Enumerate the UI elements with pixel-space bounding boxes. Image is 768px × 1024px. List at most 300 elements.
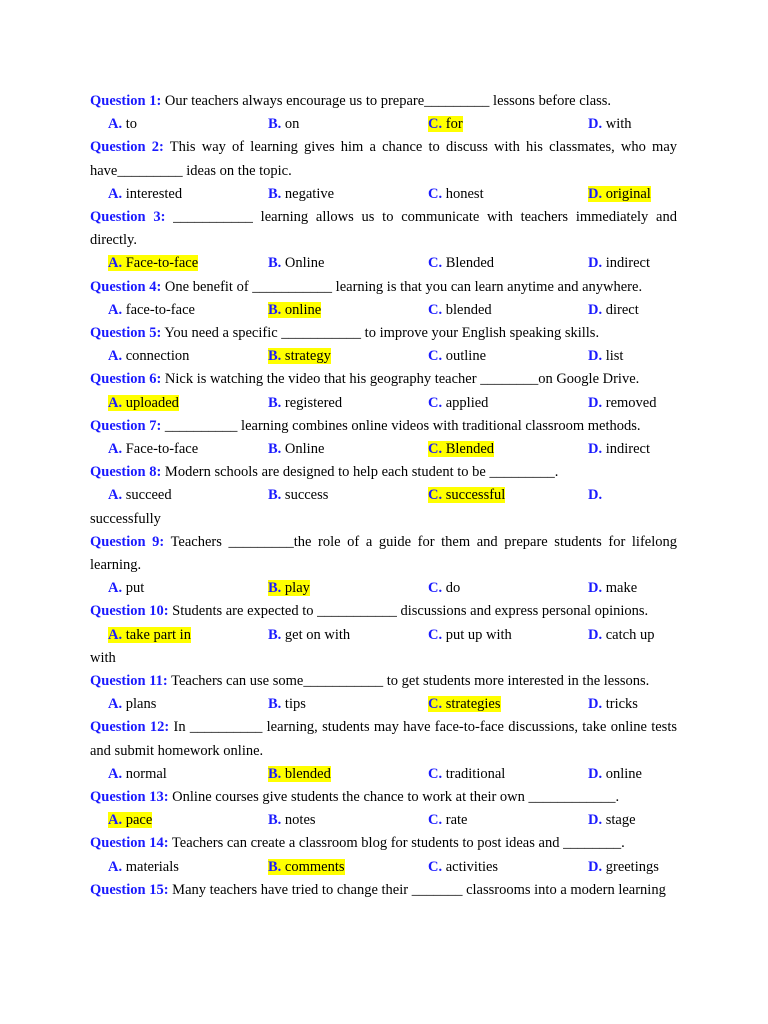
option[interactable] [108,183,268,206]
correct-answer-highlight [108,395,179,411]
correct-answer-highlight [588,186,651,202]
option-letter: D. [588,301,603,318]
question-label: Question 10: [90,603,169,620]
option-text: traditional [442,765,506,782]
option-letter: C. [428,812,443,829]
option-text: notes [281,812,316,829]
option-text: online [281,301,322,318]
option-letter: D. [588,580,603,597]
option-letter: B. [268,626,282,643]
option[interactable] [268,624,428,647]
options-row [90,183,677,206]
question-text [90,368,677,391]
option[interactable] [108,856,268,879]
option-content [108,766,167,782]
option-letter: A. [108,301,123,318]
question-block [90,786,677,832]
options-row [90,299,677,322]
option-content [428,766,505,782]
option-letter: A. [108,185,123,202]
option[interactable] [588,809,636,832]
option-letter: A. [108,255,123,272]
option-text: take part in [122,626,191,643]
option-text: to [122,116,138,133]
options-row [90,345,677,368]
option[interactable] [588,856,659,879]
options-row [90,624,677,647]
option-content [428,859,498,875]
option-content [428,812,467,828]
option-letter: B. [268,348,282,365]
option-text: indirect [602,440,651,457]
option-content [268,696,306,712]
option-letter: B. [268,185,282,202]
option-letter: A. [108,440,123,457]
option[interactable] [108,252,268,275]
option-content [428,580,460,596]
option-letter: C. [428,858,443,875]
option-text: indirect [602,255,651,272]
option-content [268,186,334,202]
option-content [588,766,642,782]
option-text: greetings [602,858,659,875]
option[interactable] [268,252,428,275]
option-text: tricks [602,696,638,713]
option-content [588,116,632,132]
options-row [90,484,677,507]
option[interactable] [108,438,268,461]
options-row [90,809,677,832]
option-letter: D. [588,765,603,782]
option-content [108,348,189,364]
option-text: play [281,580,310,597]
option-letter: C. [428,580,443,597]
option-text: direct [602,301,639,318]
option-letter: B. [268,301,282,318]
question-block [90,136,677,206]
option-letter: A. [108,812,123,829]
option-letter: B. [268,858,282,875]
question-stem: Teachers can create a classroom blog for students to post ideas and ________. [168,835,625,852]
option-text: original [602,185,651,202]
option-text: do [442,580,461,597]
option-letter: D. [588,255,603,272]
question-text [90,322,677,345]
question-label: Question 13: [90,788,169,805]
option-letter: C. [428,696,443,713]
option-content [588,812,636,828]
question-block [90,206,677,276]
option-letter: D. [588,812,603,829]
options-row [90,392,677,415]
option[interactable] [268,577,428,600]
correct-answer-highlight [428,441,494,457]
option-content [428,348,486,364]
correct-answer-highlight [108,812,152,828]
question-stem: ___________ learning allows us to communicate with teachers immediately and directly. [90,208,677,249]
option[interactable] [108,763,268,786]
question-stem: Teachers can use some___________ to get students more interested in the lessons. [167,672,650,689]
question-stem: __________ learning combines online videos with traditional classroom methods. [161,417,641,434]
option[interactable] [588,299,639,322]
option-content [588,395,656,411]
option-text: Online [281,440,325,457]
option-text: Blended [442,255,495,272]
option[interactable] [428,763,588,786]
option[interactable] [268,856,428,879]
option[interactable] [428,345,588,368]
option-content [268,395,342,411]
question-block [90,600,677,670]
option-wrap-text: successfully [90,510,161,527]
option[interactable] [428,113,588,136]
option[interactable] [428,438,588,461]
option[interactable] [268,693,428,716]
option-letter: C. [428,765,443,782]
question-text [90,879,677,902]
option-content [108,302,195,318]
question-text [90,531,677,577]
option-content [268,812,316,828]
option-text: applied [442,394,489,411]
option-text: uploaded [122,394,179,411]
question-label: Question 1: [90,93,162,109]
option-letter: C. [428,626,443,643]
question-block [90,832,677,878]
question-text [90,670,677,693]
option[interactable] [588,392,656,415]
option[interactable] [428,252,588,275]
option-text: list [602,348,624,365]
option-letter: D. [588,116,603,133]
option-text: put [122,580,145,597]
option-content [108,441,198,457]
question-label: Question 5: [90,324,162,341]
question-label: Question 3: [90,208,166,225]
question-text [90,276,677,299]
question-block [90,531,677,601]
option-content [588,580,637,596]
option-content [588,348,623,364]
question-block [90,716,677,786]
option-text: comments [281,858,345,875]
option-letter: C. [428,255,443,272]
option[interactable] [588,763,642,786]
option-text: pace [122,812,153,829]
option-text: tips [281,696,306,713]
question-stem: One benefit of ___________ learning is that you can learn anytime and anywhere. [161,278,643,295]
option-letter: D. [588,696,603,713]
option-text: success [281,487,329,504]
option-content [428,395,488,411]
option-text: face-to-face [122,301,195,318]
option[interactable] [108,577,268,600]
option-text: strategies [442,696,501,713]
option-text: successful [442,487,506,504]
option[interactable] [428,856,588,879]
option[interactable] [108,345,268,368]
option-letter: D. [588,858,603,875]
option-content [268,627,350,643]
options-row [90,252,677,275]
option[interactable] [268,484,428,507]
option[interactable] [108,113,268,136]
option-content [428,255,494,271]
option-letter: A. [108,348,123,365]
option-text: interested [122,185,183,202]
option[interactable] [268,438,428,461]
option-content [108,186,182,202]
option[interactable] [108,392,268,415]
option[interactable] [428,577,588,600]
option-text: online [602,765,642,782]
option-letter: C. [428,301,443,318]
option[interactable] [268,809,428,832]
option[interactable] [108,809,268,832]
option[interactable] [428,484,588,507]
option[interactable] [108,693,268,716]
option-letter: B. [268,765,282,782]
option[interactable] [268,299,428,322]
option[interactable] [428,693,588,716]
question-stem: Modern schools are designed to help each student to be _________. [161,464,559,481]
question-text [90,461,677,484]
option-content [108,696,156,712]
option-text: rate [442,812,468,829]
question-stem: This way of learning gives him a chance to discuss with his classmates, who may have_________ ideas on the topic. [90,139,678,179]
option-letter: B. [268,255,282,272]
correct-answer-highlight [268,580,310,596]
option[interactable] [268,183,428,206]
options-row [90,763,677,786]
option-text: normal [122,765,167,782]
option-content [588,859,659,875]
option[interactable] [428,392,588,415]
option-text: for [442,116,463,133]
question-block [90,322,677,368]
option-text: connection [122,348,190,365]
option-text: Face-to-face [122,440,199,457]
question-label: Question 9: [90,533,165,550]
option-content [588,441,650,457]
options-row [90,113,677,136]
question-label: Question 12: [90,719,170,736]
option-content [108,859,179,875]
option-content [268,255,324,271]
option[interactable] [588,438,650,461]
option[interactable] [428,624,588,647]
option-content [428,186,484,202]
option-content [268,116,299,132]
option-letter: D. [588,185,603,202]
option-content [428,302,492,318]
option-content [428,627,512,643]
option-text: with [602,116,632,133]
option-text: Face-to-face [122,255,199,272]
option[interactable] [108,299,268,322]
question-block [90,670,677,716]
option-letter: A. [108,580,123,597]
option-text: honest [442,185,484,202]
option-letter: A. [108,487,123,504]
question-text [90,716,677,762]
option-content [108,116,137,132]
question-text [90,600,677,623]
option[interactable] [428,183,588,206]
option-content [108,487,172,503]
question-text [90,90,677,113]
option-content [588,302,639,318]
correct-answer-highlight [428,696,501,712]
question-label: Question 11: [90,672,168,689]
question-stem: Teachers _________the role of a guide for them and prepare students for lifelong learning. [90,533,678,573]
correct-answer-highlight [108,255,198,271]
option-letter: A. [108,116,123,133]
options-row [90,693,677,716]
question-label: Question 15: [90,881,169,898]
option-text: catch up [602,626,655,643]
correct-answer-highlight [428,487,505,503]
option-content [268,487,328,503]
option-text: registered [281,394,343,411]
question-block [90,276,677,322]
question-label: Question 6: [90,371,162,388]
option-content [588,487,602,503]
option-content [588,255,650,271]
option-text: removed [602,394,657,411]
correct-answer-highlight [268,766,331,782]
option-letter: A. [108,765,123,782]
option[interactable] [108,624,268,647]
option-content [588,696,638,712]
correct-answer-highlight [268,348,331,364]
option[interactable] [588,484,602,507]
option-letter: B. [268,440,282,457]
question-label: Question 14: [90,835,169,852]
option[interactable] [588,624,654,647]
question-text [90,206,677,252]
option-letter: A. [108,626,123,643]
option-letter: B. [268,812,282,829]
option-text: get on with [281,626,351,643]
option[interactable] [268,763,428,786]
option[interactable] [588,113,632,136]
correct-answer-highlight [108,627,191,643]
option-text: strategy [281,348,331,365]
option-text: blended [442,301,492,318]
option[interactable] [588,345,623,368]
option[interactable] [588,183,651,206]
question-stem: Our teachers always encourage us to prepare_________ lessons before class. [161,93,612,109]
question-text [90,786,677,809]
option-letter: C. [428,116,443,133]
option-letter: A. [108,696,123,713]
options-row [90,438,677,461]
option-letter: D. [588,348,603,365]
option-letter: D. [588,440,603,457]
option-letter: B. [268,580,282,597]
option-content [268,441,324,457]
option-text: make [602,580,638,597]
option-letter: C. [428,440,443,457]
question-label: Question 4: [90,278,162,295]
question-stem: You need a specific ___________ to improve your English speaking skills. [161,324,600,341]
option-letter: C. [428,394,443,411]
question-label: Question 7: [90,417,162,434]
option-letter: D. [588,626,603,643]
option-letter: A. [108,394,123,411]
option-letter: C. [428,487,443,504]
question-block [90,415,677,461]
option-letter: B. [268,487,282,504]
option-letter: C. [428,185,443,202]
question-block [90,368,677,414]
option-text: activities [442,858,499,875]
question-stem: In __________ learning, students may have face-to-face discussions, take online tests and submit homework online. [90,719,677,759]
option-text: outline [442,348,487,365]
correct-answer-highlight [268,859,345,875]
option[interactable] [588,577,637,600]
option-text: succeed [122,487,172,504]
worksheet [90,90,677,902]
option-content [108,580,144,596]
options-row [90,856,677,879]
option-wrap-text: with [90,649,116,666]
question-stem: Students are expected to ___________ discussions and express personal opinions. [168,603,649,620]
option-text: on [281,116,300,133]
question-text [90,136,677,182]
option-letter: D. [588,394,603,411]
option-text: materials [122,858,179,875]
option[interactable] [268,392,428,415]
option[interactable] [588,252,650,275]
question-stem: Nick is watching the video that his geography teacher ________on Google Drive. [161,371,640,388]
option-letter: B. [268,116,282,133]
option[interactable] [268,345,428,368]
option-text: plans [122,696,157,713]
option-content [588,627,654,643]
option-letter: B. [268,394,282,411]
option-text: Online [281,255,325,272]
option-text: put up with [442,626,512,643]
option[interactable] [428,809,588,832]
option[interactable] [588,693,638,716]
option-letter: C. [428,348,443,365]
question-stem: Online courses give students the chance to work at their own ____________. [168,788,620,805]
option-text: Blended [442,440,495,457]
option-text: negative [281,185,335,202]
option[interactable] [268,113,428,136]
option-letter: B. [268,696,282,713]
option-letter: A. [108,858,123,875]
question-stem: Many teachers have tried to change their _______ classrooms into a modern learning [168,881,666,898]
question-text [90,415,677,438]
question-block [90,879,677,902]
option[interactable] [428,299,588,322]
option[interactable] [108,484,268,507]
option-text: stage [602,812,636,829]
question-block [90,90,677,136]
option-text: blended [281,765,331,782]
options-row [90,577,677,600]
correct-answer-highlight [428,116,463,132]
question-block [90,461,677,531]
option-letter: D. [588,487,603,504]
question-label: Question 2: [90,139,164,156]
question-label: Question 8: [90,464,162,481]
correct-answer-highlight [268,302,321,318]
question-text [90,832,677,855]
